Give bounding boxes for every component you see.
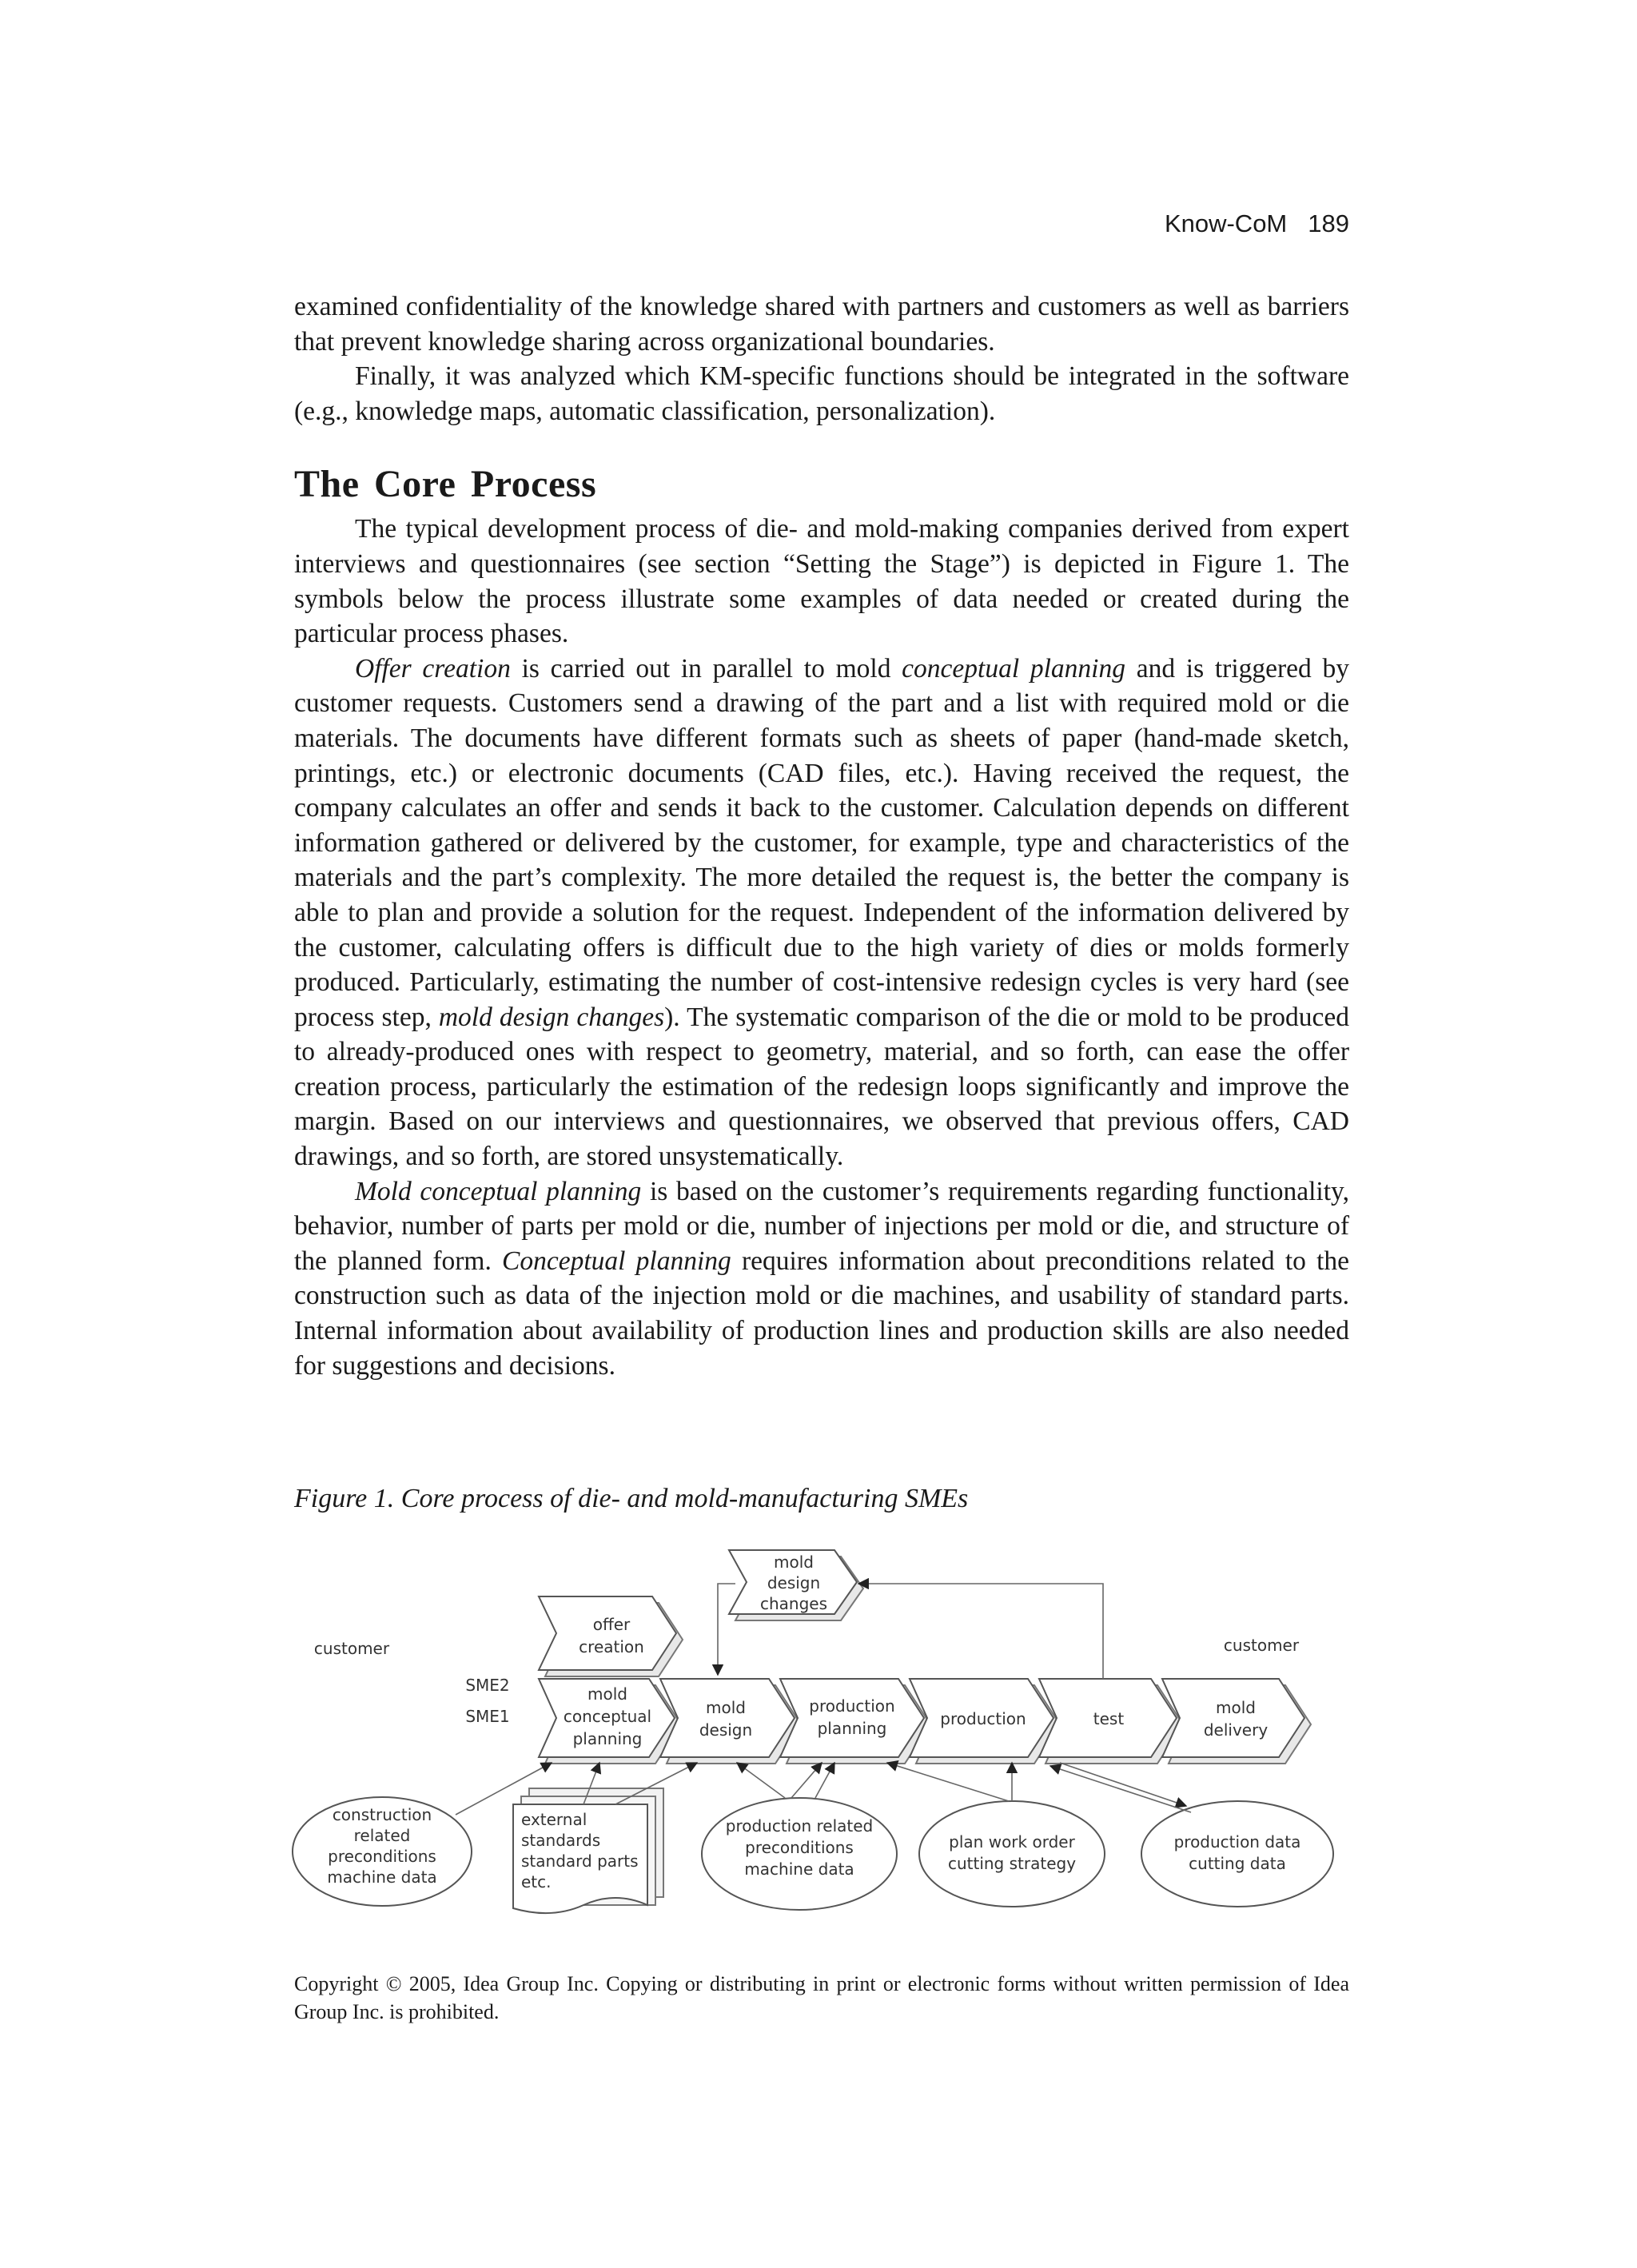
pp-line-1: production (809, 1696, 895, 1716)
ext-line-3: standard parts (521, 1851, 639, 1871)
ext-line-2: standards (521, 1831, 601, 1850)
body-text (294, 289, 1349, 1383)
page-number: 189 (1308, 209, 1349, 237)
term-mold-conceptual-planning: Mold conceptual planning (355, 1176, 642, 1206)
paragraph-2: Finally, it was analyzed which KM-specific functions should be integrated in the software (e.g., knowledge maps, automatic classification, personalization). (294, 361, 1349, 426)
production-label: production (940, 1709, 1026, 1728)
paragraph-5-text-2: requires information about preconditions related to the construction such as data of the injection mold or die machines, and usability of standard parts. Internal information about availability of production lines and production skills are also needed for suggestions and decisions. (294, 1246, 1349, 1381)
delivery-line-1: mold (1216, 1698, 1256, 1717)
paragraph-4 (294, 652, 1349, 1174)
pp-line-2: planning (817, 1719, 887, 1738)
ext-line-1: external (521, 1810, 587, 1829)
step-offer-creation (539, 1596, 683, 1676)
figure-caption: Figure 1. Core process of die- and mold-manufacturing SMEs (294, 1484, 969, 1513)
process-diagram (288, 1539, 1359, 1939)
term-conceptual-planning-2: Conceptual planning (502, 1246, 731, 1276)
paragraph-5-text-1: is based on the customer’s requirements regarding functionality, behavior, number of parts per mold or die, number of injections per mold or die, and structure of the planned form. (294, 1176, 1349, 1276)
mcp-line-3: planning (572, 1729, 643, 1748)
mdc-line-1: mold (774, 1553, 814, 1572)
paragraph-3: The typical development process of die- and mold-making companies derived from expert interviews and questionnaires (see section “Setting the Stage”) is depicted in Figure 1. The symbols below the process illustrate some examples of data needed or created during the particular process phases. (294, 514, 1349, 649)
prodrel-line-2: preconditions (745, 1838, 854, 1857)
delivery-line-2: delivery (1203, 1720, 1269, 1740)
test-label: test (1093, 1709, 1125, 1728)
label-customer-left: customer (313, 1639, 390, 1658)
running-title: Know-CoM (1164, 209, 1288, 237)
term-conceptual-planning: conceptual planning (902, 653, 1125, 684)
paragraph-4-text-2: and is triggered by customer requests. Customers send a drawing of the part and a list with required mold or die materials. The documents have different formats such as sheets of paper (hand-made sketch, printings, etc.) or electronic documents (CAD files, etc.). Having received the request, the company calculates an offer and sends it back to the customer. Calculation depends on different information gathered or delivered by the customer, for example, type and characteristics of the materials and the part’s complexity. The more detailed the request is, the better the company is able to plan and provide a solution for the request. Independent of the information delivered by the customer, calculating offers is difficult due to the high variety of dies or molds formerly produced. Particularly, estimating the number of cost-intensive redesign cycles is very hard (see process step, (294, 653, 1350, 1032)
pwo-line-1: plan work order (949, 1832, 1075, 1851)
mcp-line-2: conceptual (563, 1707, 652, 1726)
pd-line-2: cutting data (1189, 1854, 1286, 1873)
offer-creation-line-2: creation (579, 1637, 644, 1656)
mdc-line-2: design (767, 1573, 821, 1592)
md-line-1: mold (706, 1698, 746, 1717)
paragraph-1: examined confidentiality of the knowledge shared with partners and customers as well as barriers that prevent knowledge sharing across organizational boundaries. (294, 292, 1349, 357)
term-offer-creation: Offer creation (355, 653, 511, 684)
mdc-line-3: changes (759, 1594, 828, 1613)
label-customer-right: customer (1223, 1636, 1300, 1655)
prodrel-line-3: machine data (744, 1859, 854, 1879)
md-line-2: design (699, 1720, 753, 1740)
construction-line-2: related (353, 1826, 411, 1845)
construction-line-3: preconditions (328, 1847, 436, 1866)
term-mold-design-changes: mold design changes (438, 1002, 665, 1032)
offer-creation-line-1: offer (592, 1615, 631, 1634)
copyright-notice: Copyright © 2005, Idea Group Inc. Copying or distributing in print or electronic forms without written permission of Idea Group Inc. is prohibited. (294, 1972, 1349, 2023)
running-header (1039, 209, 1349, 238)
section-heading: The Core Process (294, 463, 597, 506)
label-sme1: SME1 (465, 1707, 510, 1726)
prodrel-line-1: production related (725, 1816, 874, 1836)
pwo-line-2: cutting strategy (947, 1854, 1077, 1873)
figure-core-process (288, 1539, 1359, 1939)
paragraph-5 (294, 1174, 1349, 1384)
construction-line-1: construction (332, 1805, 432, 1824)
pd-line-1: production data (1173, 1832, 1301, 1851)
construction-line-4: machine data (327, 1867, 437, 1887)
paragraph-4-text-1: is carried out in parallel to mold (510, 653, 902, 684)
label-sme2: SME2 (465, 1676, 510, 1695)
ext-line-4: etc. (521, 1872, 552, 1891)
mcp-line-1: mold (587, 1684, 627, 1704)
paragraph-4-text-3: ). The systematic comparison of the die or mold to be produced to already-produced ones with respect to geometry, material, and so forth, can ease the offer creation process, particularly the estimation of the redesign loops significantly and improve the margin. Based on our interviews and questionnaires, we observed that previous offers, CAD drawings, and so forth, are stored unsystematically. (294, 1002, 1349, 1172)
